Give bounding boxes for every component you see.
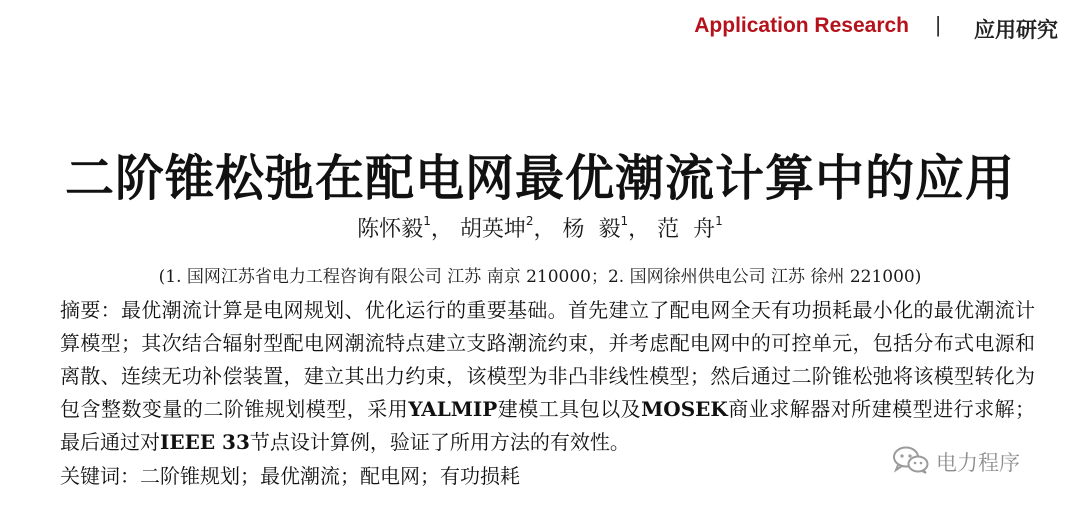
author-separator: ， <box>533 217 556 242</box>
abstract-tool-name: MOSEK <box>641 397 728 421</box>
author-name: 胡英坤 <box>459 217 526 242</box>
abstract-paragraph <box>60 294 1035 459</box>
author-name: 杨 毅 <box>562 217 621 242</box>
author-affiliation-mark: 1 <box>620 213 629 228</box>
author-list <box>0 212 1080 243</box>
keywords-line <box>60 460 520 489</box>
author-separator: ， <box>628 217 651 242</box>
abstract-text: 建模工具包以及 <box>497 397 642 421</box>
abstract-tool-name: YALMIP <box>408 397 498 421</box>
author-name: 范 舟 <box>657 217 716 242</box>
paper-title: 二阶锥松弛在配电网最优潮流计算中的应用 <box>64 149 1015 207</box>
author-separator: ， <box>430 217 453 242</box>
wechat-icon <box>892 445 930 479</box>
author-affiliation-mark: 2 <box>525 213 534 228</box>
abstract-test-system: IEEE 33 <box>160 430 250 454</box>
author-name: 陈怀毅 <box>357 217 424 242</box>
header-separator: | <box>935 12 941 37</box>
abstract-text: 商业求解器对所建模型进行求解；最后通过对 <box>60 397 1036 454</box>
affiliation-line: (1. 国网江苏省电力工程咨询有限公司 江苏 南京 210000；2. 国网徐州供电公司 江苏 徐州 221000) <box>158 267 922 287</box>
watermark-text: 电力程序 <box>936 451 1020 475</box>
abstract-label: 摘要： <box>60 298 121 322</box>
watermark <box>892 445 1020 479</box>
keywords-text: 二阶锥规划；最优潮流；配电网；有功损耗 <box>140 464 520 488</box>
abstract-text: 节点设计算例，验证了所用方法的有效性。 <box>249 430 630 454</box>
keywords-label: 关键词： <box>60 464 140 488</box>
author-affiliation-mark: 1 <box>715 213 723 228</box>
author-affiliation-mark: 1 <box>423 213 431 228</box>
abstract-text: 最优潮流计算是电网规划、优化运行的重要基础。首先建立了配电网全天有功损耗最小化的最优潮流计算模型；其次结合辐射型配电网潮流特点建立支路潮流约束，并考虑配电网中的可控单元，包括分布式电源和离散、连续无功补偿装置，建立其出力约束，该模型为非凸非线性模型；然后通过二阶锥松弛将该模型转化为包含整数变量的二阶锥规划模型，采用 <box>60 298 1036 421</box>
journal-header-zh: 应用研究 <box>974 18 1058 42</box>
journal-header-en: Application Research <box>694 14 909 37</box>
